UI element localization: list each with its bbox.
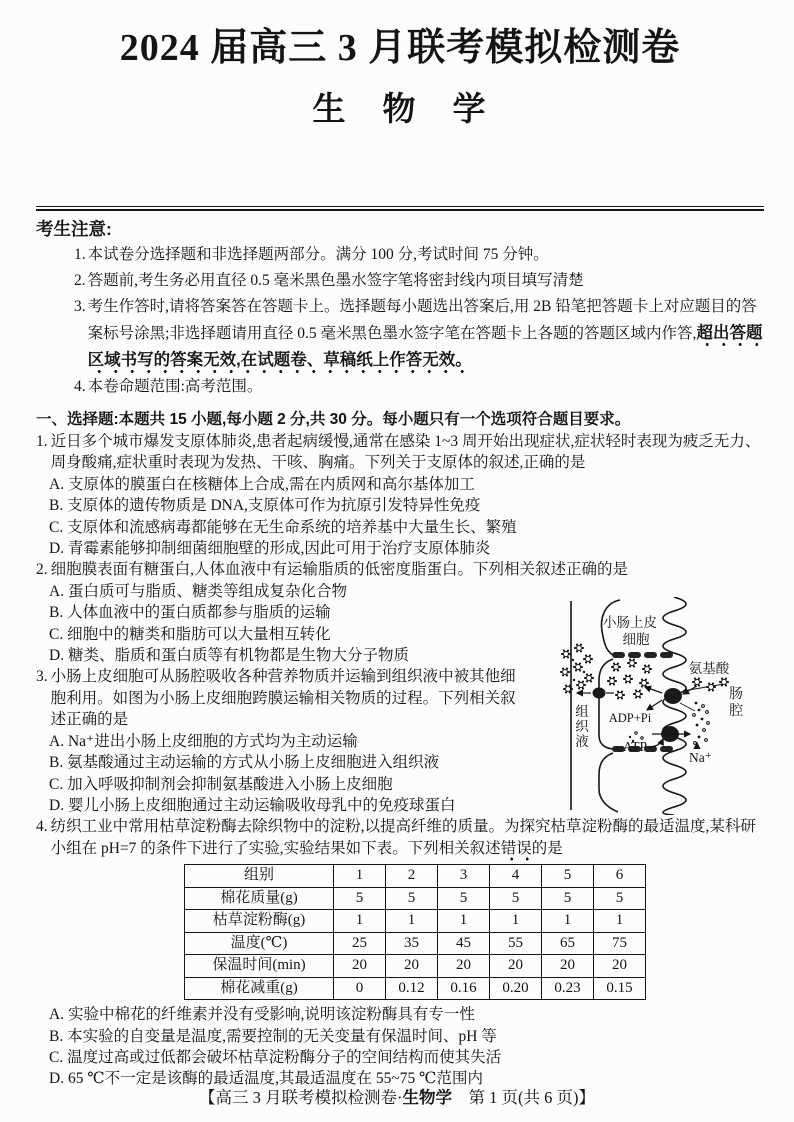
question-2-option-b: B. 人体血液中的蛋白质都参与脂质的运输 xyxy=(49,604,331,622)
footer-prefix: 【高三 3 月联考模拟检测卷· xyxy=(199,1088,403,1107)
table-cell: 2 xyxy=(386,865,438,888)
page-footer xyxy=(0,1084,794,1108)
table-cell: 1 xyxy=(334,910,386,933)
table-cell: 棉花减重(g) xyxy=(185,977,334,1000)
tissue-fluid-label-char2: 织 xyxy=(575,719,589,734)
table-row xyxy=(185,932,646,955)
table-row xyxy=(185,865,646,888)
table-cell: 5 xyxy=(542,865,594,888)
atp-label: ATP xyxy=(622,739,648,754)
question-3-option-c: C. 加入呼吸抑制剂会抑制氨基酸进入小肠上皮细胞 xyxy=(49,775,393,793)
table-cell: 1 xyxy=(386,910,438,933)
table-cell: 1 xyxy=(490,910,542,933)
notice-heading: 考生注意: xyxy=(36,219,112,239)
table-cell: 0.12 xyxy=(386,977,438,1000)
table-cell: 75 xyxy=(594,932,646,955)
question-1 xyxy=(36,431,764,559)
question-stem-text: 细胞膜表面有糖蛋白,人体血液中有运输脂质的低密度脂蛋白。下列相关叙述正确的是 xyxy=(50,561,629,579)
notice-item-1 xyxy=(74,242,764,268)
table-cell: 4 xyxy=(490,865,542,888)
table-row xyxy=(185,910,646,933)
notice-item-3 xyxy=(74,294,764,374)
question-4-option-d: D. 65 ℃不一定是该酶的最适温度,其最适温度在 55~75 ℃范围内 xyxy=(49,1070,484,1088)
amino-acid-cluster-lumen-side xyxy=(692,678,729,692)
exam-subject: 生 物 学 xyxy=(312,92,488,128)
sodium-ion-cluster xyxy=(693,702,710,745)
table-cell: 5 xyxy=(386,887,438,910)
question-1-option-b: B. 支原体的遗传物质是 DNA,支原体可作为抗原引发特异性免疫 xyxy=(49,497,481,515)
table-row xyxy=(185,887,646,910)
table-cell: 20 xyxy=(334,955,386,978)
table-row xyxy=(185,977,646,1000)
question-3-option-b: B. 氨基酸通过主动运输的方式从小肠上皮细胞进入组织液 xyxy=(49,754,440,772)
table-cell: 0.23 xyxy=(542,977,594,1000)
question-1-option-c: C. 支原体和流感病毒都能够在无生命系统的培养基中大量生长、繁殖 xyxy=(49,518,517,536)
arrow-atp-to-pump xyxy=(650,739,663,747)
double-divider-line xyxy=(36,206,764,211)
question-number: 4. xyxy=(36,818,48,836)
table-cell: 3 xyxy=(438,865,490,888)
table-cell: 5 xyxy=(438,887,490,910)
table-cell: 枯草淀粉酶(g) xyxy=(185,910,334,933)
notice-item-number: 4. xyxy=(74,378,86,395)
sodium-label: Na⁺ xyxy=(689,750,712,765)
basolateral-carrier-protein-icon xyxy=(593,688,606,699)
footer-subject: 生物学 xyxy=(402,1089,452,1107)
question-stem-suffix: 的是 xyxy=(531,839,563,857)
lumen-label-char2: 腔 xyxy=(729,704,743,719)
table-cell: 5 xyxy=(334,887,386,910)
arrow-into-cell-1 xyxy=(645,687,662,693)
table-cell: 6 xyxy=(594,865,646,888)
sodium-pointer-line xyxy=(680,703,695,711)
table-cell: 65 xyxy=(542,932,594,955)
notice-item-4 xyxy=(74,374,764,400)
question-4 xyxy=(36,816,764,1089)
table-cell: 35 xyxy=(386,932,438,955)
adp-pi-label: ADP+Pi xyxy=(608,711,652,725)
table-cell: 1 xyxy=(594,910,646,933)
question-stem-text xyxy=(51,816,764,859)
question-2-stem xyxy=(36,559,764,580)
exam-title: 2024 届高三 3 月联考模拟检测卷 xyxy=(119,27,681,69)
table-cell: 45 xyxy=(438,932,490,955)
question-4-stem xyxy=(36,816,764,859)
question-1-option-a: A. 支原体的膜蛋白在核糖体上合成,需在内质网和高尔基体加工 xyxy=(49,475,475,493)
table-cell: 1 xyxy=(334,865,386,888)
table-cell: 55 xyxy=(490,932,542,955)
arrow-into-cell-2 xyxy=(647,700,662,710)
table-cell: 20 xyxy=(386,955,438,978)
notice-item-number: 2. xyxy=(74,272,86,289)
question-2-option-a: A. 蛋白质可与脂质、糖类等组成复杂化合物 xyxy=(49,582,347,600)
amino-acid-cluster-tissue-side xyxy=(560,644,594,694)
notice-item-text-emphasized: 超出答题区域书写的答案无效,在试题卷、草稿纸上作答无效。 xyxy=(88,324,763,374)
question-number: 1. xyxy=(36,433,48,450)
cell-label-line1: 小肠上皮 xyxy=(603,615,657,630)
table-cell: 5 xyxy=(542,887,594,910)
question-stem-text: 近日多个城市爆发支原体肺炎,患者起病缓慢,通常在感染 1~3 周开始出现症状,症状轻时表现为疲乏无力、周身酸痛,症状重时表现为发热、干咳、胸痛。下列关于支原体的叙述,正确的是 xyxy=(50,433,761,472)
notice-item-number: 1. xyxy=(74,246,86,263)
notice-item-text: 本卷命题范围:高考范围。 xyxy=(87,378,263,395)
table-cell: 20 xyxy=(438,955,490,978)
table-cell: 棉花质量(g) xyxy=(185,887,334,910)
cell-lateral-membrane xyxy=(599,600,620,812)
cell-transport-diagram xyxy=(556,597,790,815)
tissue-fluid-label-char3: 液 xyxy=(575,734,589,749)
question-number: 2. xyxy=(36,561,48,579)
lumen-pointer-line xyxy=(683,684,724,691)
table-cell: 0.20 xyxy=(490,977,542,1000)
notice-item-2 xyxy=(74,268,764,294)
tissue-fluid-label-char1: 组 xyxy=(575,704,589,719)
amino-acid-label: 氨基酸 xyxy=(688,661,730,676)
experiment-results-table-wrap xyxy=(184,864,764,1000)
notice-item-number: 3. xyxy=(74,298,86,315)
notice-item-text-normal: 考生作答时,请将答案答在答题卡上。选择题每小题选出答案后,用 2B 铅笔把答题卡上对应题目的答案标号涂黑;非选择题请用直径 0.5 毫米黑色墨水签字笔在答题卡上各题的答题区域内作答, xyxy=(87,298,757,342)
experiment-results-table xyxy=(184,864,646,1000)
question-3-option-d: D. 婴儿小肠上皮细胞通过主动运输吸收母乳中的免疫球蛋白 xyxy=(49,796,456,814)
question-number: 3. xyxy=(36,668,48,686)
table-cell: 25 xyxy=(334,932,386,955)
question-3-options xyxy=(36,731,516,817)
table-row xyxy=(185,955,646,978)
cell-transport-figure xyxy=(556,597,790,815)
table-cell: 组别 xyxy=(185,865,334,888)
question-4-option-a: A. 实验中棉花的纤维素并没有受影响,说明该淀粉酶具有专一性 xyxy=(49,1006,475,1024)
table-cell: 0 xyxy=(334,977,386,1000)
notice-item-text: 本试卷分选择题和非选择题两部分。满分 100 分,考试时间 75 分钟。 xyxy=(87,246,549,263)
question-1-stem xyxy=(36,431,764,474)
question-1-option-d: D. 青霉素能够抑制细菌细胞壁的形成,因此可用于治疗支原体肺炎 xyxy=(49,540,491,558)
microvilli-membrane-wave xyxy=(663,597,686,815)
notice-item-text: 答题前,考生务必用直径 0.5 毫米黑色墨水签字笔将密封线内项目填写清楚 xyxy=(87,272,584,289)
footer-page-number: 第 1 页(共 6 页)】 xyxy=(452,1088,595,1107)
question-2-option-c: C. 细胞中的糖类和脂肪可以大量相互转化 xyxy=(49,625,331,643)
section-heading: 一、选择题:本题共 15 小题,每小题 2 分,共 30 分。每小题只有一个选项符合题目要求。 xyxy=(36,411,631,428)
table-cell: 5 xyxy=(490,887,542,910)
question-3-stem xyxy=(36,666,516,730)
table-cell: 温度(℃) xyxy=(185,932,334,955)
question-stem-normal: 纺织工业中常用枯草淀粉酶去除织物中的淀粉,以提高纤维的质量。为探究枯草淀粉酶的最适温度,某科研小组在 pH=7 的条件下进行了实验,实验结果如下表。下列相关叙述 xyxy=(50,818,756,857)
table-cell: 0.16 xyxy=(438,977,490,1000)
question-4-option-b: B. 本实验的自变量是温度,需要控制的无关变量有保温时间、pH 等 xyxy=(49,1027,497,1045)
table-cell: 20 xyxy=(594,955,646,978)
apical-carrier-protein-icon xyxy=(664,688,682,704)
table-cell: 0.15 xyxy=(594,977,646,1000)
cell-label-line2: 细胞 xyxy=(622,632,650,647)
table-cell: 20 xyxy=(542,955,594,978)
table-cell: 1 xyxy=(438,910,490,933)
question-3-option-a: A. Na⁺进出小肠上皮细胞的方式均为主动运输 xyxy=(49,732,358,750)
question-stem-text: 小肠上皮细胞可从肠腔吸收各种营养物质并运输到组织液中被其他细胞利用。如图为小肠上皮细胞跨膜运输相关物质的过程。下列相关叙述正确的是 xyxy=(50,668,516,729)
notice-item-text xyxy=(88,294,764,374)
table-cell: 5 xyxy=(594,887,646,910)
question-stem-emphasized: 错误 xyxy=(501,840,532,861)
table-cell: 保温时间(min) xyxy=(185,955,334,978)
question-4-option-c: C. 温度过高或过低都会破坏枯草淀粉酶分子的空间结构而使其失活 xyxy=(49,1048,502,1066)
question-2-option-d: D. 糖类、脂质和蛋白质等有机物都是生物大分子物质 xyxy=(49,647,409,665)
table-cell: 20 xyxy=(490,955,542,978)
lumen-label-char1: 肠 xyxy=(729,687,743,702)
table-cell: 1 xyxy=(542,910,594,933)
notice-section xyxy=(36,216,764,400)
